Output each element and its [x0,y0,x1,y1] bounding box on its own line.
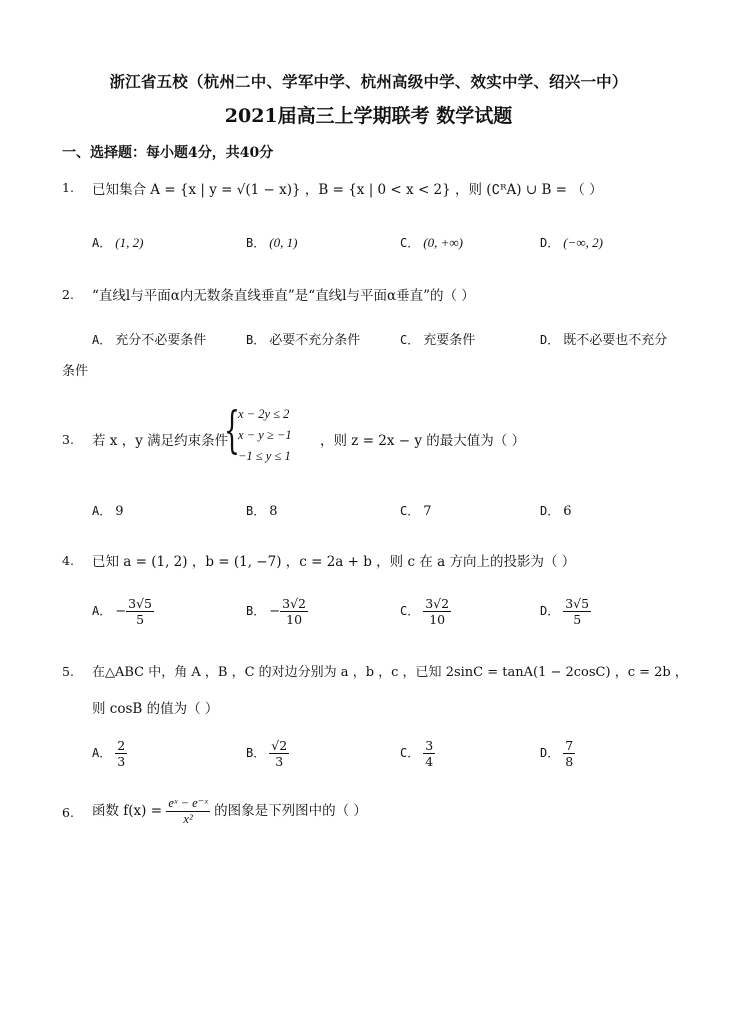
option-b [246,234,297,251]
option-value: 充分不必要条件 [115,333,207,348]
option-label: C． [400,604,420,618]
fraction-denominator: 3 [275,754,284,769]
option-fraction [280,596,308,627]
exam-title: 2021届高三上学期联考 数学试题 [224,105,513,127]
fraction-numerator: 2 [117,738,126,753]
option-label: B． [246,236,266,250]
option-c [400,738,435,769]
option-fraction [423,738,435,769]
option-sign: − [115,604,127,619]
option-value: 7 [423,504,432,519]
option-label: B． [246,604,266,618]
question-number: 2. [62,287,74,302]
fraction-numerator: 3 [425,738,434,753]
option-d [540,502,572,519]
fraction-numerator: 3√5 [565,596,590,611]
fraction-denominator: 10 [429,612,446,627]
option-b [246,596,308,627]
fraction-denominator: 3 [117,754,126,769]
option-label: A． [92,236,112,250]
option-label: B． [246,504,266,518]
option-a [92,738,127,769]
question-text: “直线l与平面α内无数条直线垂直”是“直线l与平面α垂直”的（ ） [92,288,475,304]
function-fraction [166,796,209,827]
option-value: 必要不充分条件 [269,333,361,348]
option-b [246,502,278,519]
option-value: 9 [115,504,124,519]
option-c [400,329,475,348]
question-text: 已知集合 A = {x | y = √(1 − x)} ，B = {x | 0 < x < 2} ，则 (∁ᴿA) ∪ B = （ ） [92,182,603,198]
option-label: A． [92,604,112,618]
constraint-3: −1 ≤ y ≤ 1 [238,449,291,463]
option-b [246,329,360,348]
option-fraction [563,738,575,769]
fraction-denominator: x² [183,812,193,826]
option-label: D． [540,236,560,250]
option-fraction [563,596,591,627]
option-value: (−∞, 2) [563,235,603,250]
option-a [92,234,143,251]
option-sign: − [269,604,281,619]
constraint-system [238,404,292,467]
option-d [540,738,575,769]
option-label: B． [246,746,266,760]
option-fraction [423,596,451,627]
option-a [92,596,154,627]
option-d [540,234,603,251]
fraction-denominator: 5 [573,612,582,627]
option-value: 充要条件 [423,333,476,348]
question-text: 若 x ，y 满足约束条件 [92,433,229,449]
fraction-numerator: 3√5 [128,596,153,611]
fraction-denominator: 10 [286,612,303,627]
question-number: 6. [62,805,74,820]
option-label: C． [400,333,420,347]
option-label: D． [540,604,560,618]
constraint-1: x − 2y ≤ 2 [238,407,290,421]
option-label: D． [540,504,560,518]
option-d [540,596,591,627]
question-number: 1. [62,180,74,195]
option-label: D． [540,746,560,760]
option-label: C． [400,504,420,518]
system-brace: { [224,401,240,459]
question-text: 已知 a = (1, 2) ，b = (1, −7) ，c = 2a + b ，则 c 在 a 方向上的投影为（ ） [92,554,576,570]
question-text-tail: ，则 z = 2x − y 的最大值为（ ） [320,433,526,449]
option-label: C． [400,746,420,760]
option-value: 既不必要也不充分 [563,333,668,348]
option-b [246,738,289,769]
question-text-line2: 则 cosB 的值为（ ） [92,701,219,717]
question-number: 4. [62,553,74,568]
option-a [92,502,124,519]
fraction-denominator: 5 [136,612,145,627]
question-text-lead: 函数 f(x) = [92,803,167,819]
option-value: 6 [563,504,572,519]
option-value: (1, 2) [115,235,144,250]
question-number: 5. [62,664,74,679]
question-text [92,796,367,827]
section-heading: 一、选择题：每小题4分，共40分 [62,145,274,161]
constraint-2: x − y ≥ −1 [238,428,292,442]
fraction-numerator: 3√2 [425,596,450,611]
fraction-denominator: 8 [565,754,574,769]
option-value: (0, +∞) [423,235,463,250]
fraction-numerator: √2 [271,738,288,753]
question-text: 在△ABC 中，角 A ，B ，C 的对边分别为 a ，b ，c ，已知 2sinC = tanA(1 − 2cosC) ，c = 2b ， [92,665,688,680]
question-number: 3. [62,432,74,447]
option-c [400,596,451,627]
option-value: (0, 1) [269,235,298,250]
option-label: A． [92,333,112,347]
option-label: C． [400,236,420,250]
option-label: A． [92,504,112,518]
option-continuation: 条件 [62,364,89,379]
option-c [400,234,463,251]
fraction-numerator: 3√2 [282,596,307,611]
option-fraction [269,738,289,769]
option-label: A． [92,746,112,760]
option-label: B． [246,333,266,347]
option-d [540,329,667,348]
question-text-tail: 的图象是下列图中的（ ） [209,803,367,819]
fraction-numerator: eˣ − e⁻ˣ [168,796,208,810]
option-value: 8 [269,504,278,519]
option-label: D． [540,333,560,347]
option-c [400,502,432,519]
option-a [92,329,206,348]
fraction-denominator: 4 [425,754,434,769]
fraction-numerator: 7 [565,738,574,753]
option-fraction [126,596,154,627]
option-fraction [115,738,127,769]
exam-header-schools: 浙江省五校（杭州二中、学军中学、杭州高级中学、效实中学、绍兴一中） [109,72,628,91]
